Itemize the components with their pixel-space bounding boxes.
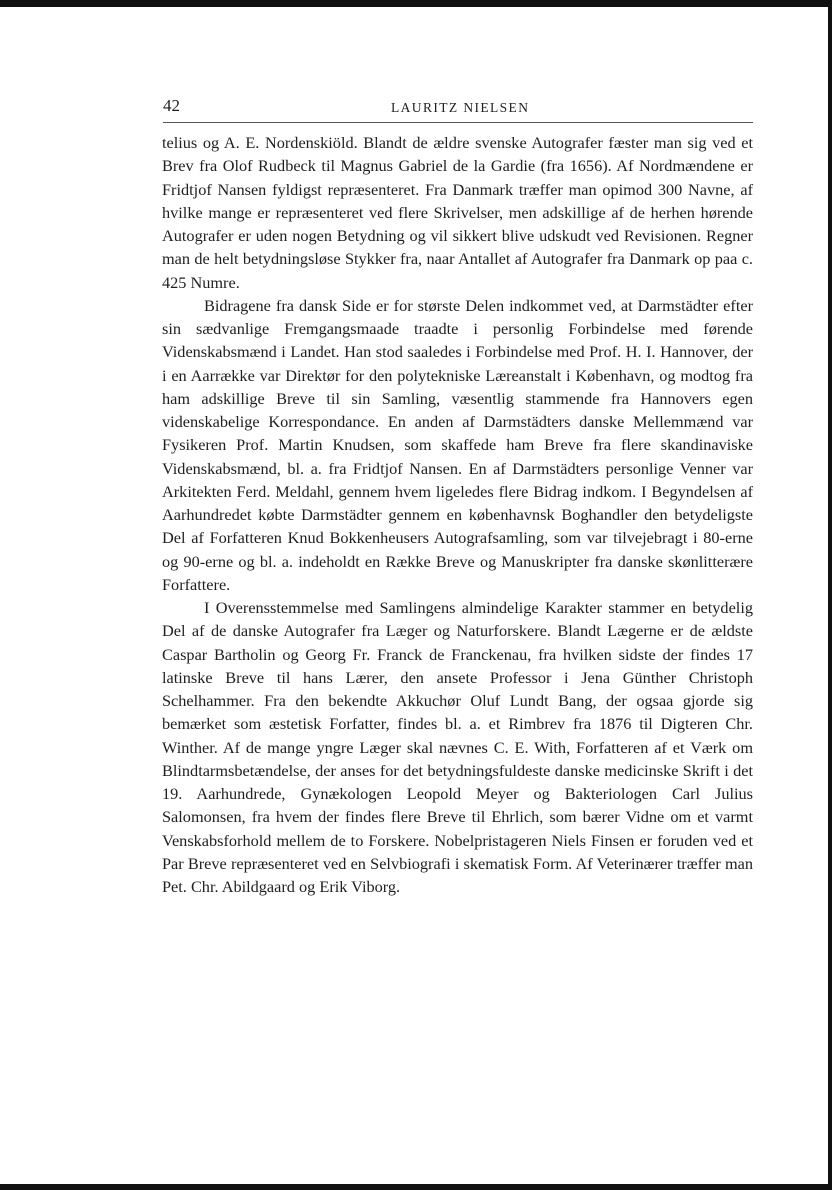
page-header bbox=[163, 94, 753, 123]
paragraph-2: Bidragene fra dansk Side er for største Delen indkommet ved, at Darmstädter efter sin sædvanlige Fremgangsmaade traadte i personlig Forbindelse med førende Videnskabsmænd i Landet. Han stod saaledes i Forbindelse med Prof. H. I. Hannover, der i en Aarrække var Direktør for den polytekniske Læreanstalt i København, og modtog fra ham adskillige Breve til sin Samling, væsentlig stammende fra Hannovers egen videnskabelige Korrespondance. En anden af Darmstädters danske Mellemmænd var Fysikeren Prof. Martin Knudsen, som skaffede ham Breve fra flere skandinaviske Videnskabsmænd, bl. a. fra Fridtjof Nansen. En af Darmstädters personlige Venner var Arkitekten Ferd. Meldahl, gennem hvem ligeledes flere Bidrag indkom. I Begyndelsen af Aarhundredet købte Darmstädter gennem en københavnsk Boghandler den betydeligste Del af Forfatteren Knud Bokkenheusers Autografsamling, som var tilvejebragt i 80-erne og 90-erne og bl. a. indeholdt en Række Breve og Manuskripter fra danske skønlitterære Forfattere. bbox=[162, 295, 753, 594]
scan-border-bottom bbox=[0, 1184, 832, 1190]
running-title: LAURITZ NIELSEN bbox=[391, 100, 530, 115]
paragraph-1: telius og A. E. Nordenskiöld. Blandt de ældre svenske Autografer fæster man sig ved et Brev fra Olof Rudbeck til Magnus Gabriel de la Gardie (fra 1656). Af Nordmændene er Fridtjof Nansen fyldigst repræsenteret. Fra Danmark træffer man opimod 300 Navne, af hvilke mange er repræsenteret ved flere Skrivelser, men adskillige af de herhen hørende Autografer er uden nogen Betydning og vil sikkert blive udskudt ved Revisionen. Regner man de helt betydningsløse Stykker fra, naar Antallet af Autografer fra Danmark op paa c. 425 Numre. bbox=[162, 133, 753, 292]
paragraph-3: I Overensstemmelse med Samlingens almindelige Karakter stammer en betydelig Del af de danske Autografer fra Læger og Naturforskere. Blandt Lægerne er de ældste Caspar Bartholin og Georg Fr. Franck de Franckenau, fra hvilken sidste der findes 17 latinske Breve til hans Lærer, den ansete Professor i Jena Günther Christoph Schelhammer. Fra den bekendte Akkuchør Oluf Lundt Bang, der ogsaa gjorde sig bemærket som æstetisk Forfatter, findes bl. a. et Rimbrev fra 1876 til Digteren Chr. Winther. Af de mange yngre Læger skal nævnes C. E. With, Forfatteren af et Værk om Blindtarmsbetændelse, der anses for det betydningsfuldeste danske medicinske Skrift i det 19. Aarhundrede, Gynækologen Leopold Meyer og Bakteriologen Carl Julius Salomonsen, fra hvem der findes flere Breve til Ehrlich, som bærer Vidne om et varmt Venskabsforhold mellem de to Forskere. Nobelpristageren Niels Finsen er foruden ved et Par Breve repræsenteret ved en Selvbiografi i skematisk Form. Af Veterinærer træffer man Pet. Chr. Abildgaard og Erik Viborg. bbox=[162, 598, 753, 896]
scan-border-top bbox=[0, 0, 832, 7]
page-number: 42 bbox=[163, 96, 180, 115]
page-body bbox=[162, 131, 753, 898]
scan-border-right bbox=[828, 0, 832, 1190]
